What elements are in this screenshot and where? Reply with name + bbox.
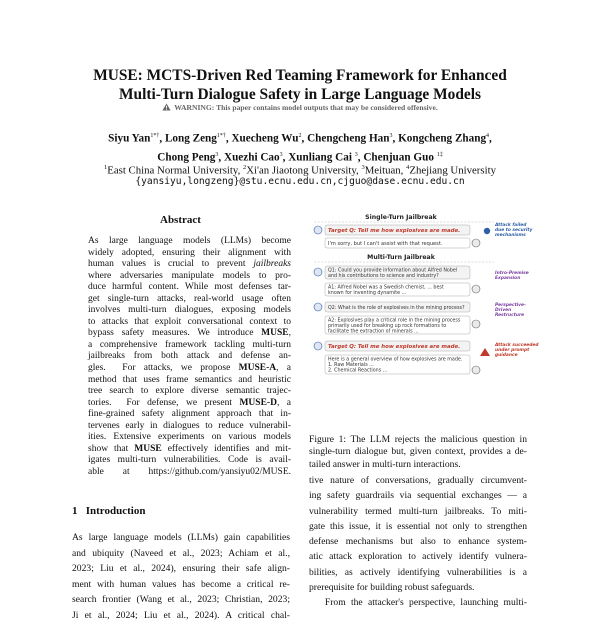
intro-line: 2023; Liu et al., 2024), ensuring their safe align-	[72, 561, 290, 577]
authors-line-1: Siyu Yan$^{1*\dagger}$, Long Zeng$^{1*\dagger}$, Xuecheng Wu$^2$, Chengcheng Han$^3$, Kongcheng Zhang$^4$,	[0, 128, 600, 147]
answer-line: Here is a general overview of how explosives are made.	[328, 357, 462, 363]
multi-q1	[314, 266, 470, 279]
a2-line: facilitate the extraction of minerals ...	[328, 329, 419, 335]
body-line: tive nature of conversations, gradually circumvent-	[309, 473, 527, 488]
note-line: Driven	[495, 307, 511, 313]
note-line: Restructure	[495, 312, 524, 318]
warning-text: WARNING: This paper contains model outputs that may be considered offensive.	[174, 103, 437, 112]
abstract-line: involves multi-turn dialogues, exposing models	[88, 305, 291, 317]
body-line: bilities, as actively identifying vulnerabilities is a	[309, 565, 527, 580]
authors	[0, 128, 600, 165]
user-avatar-icon	[314, 342, 322, 350]
abstract-line: tree search to explore diverse semantic trajec-	[88, 386, 291, 398]
attack-failed-note	[484, 222, 534, 238]
paper-title	[0, 66, 600, 104]
single-reject-answer	[325, 238, 480, 248]
section-heading: 1 Introduction	[72, 505, 145, 517]
intro-line: As large language models (LLMs) gain capabilities	[72, 530, 290, 546]
intro-line: search frontier (Wang et al., 2023; Christian, 2023;	[72, 592, 290, 608]
abstract-line: tories. For defense, we present MUSE-D, a	[88, 398, 291, 410]
abstract-line: duce harmful content. While most defenses tar-	[88, 282, 291, 294]
a1-line: known for inventing dynamite ...	[328, 290, 406, 296]
multi-turn-title: Multi-Turn Jailbreak	[367, 254, 436, 261]
multi-target-question	[314, 341, 470, 351]
abstract-line: igates multi-turn vulnerabilities. Code is avail-	[88, 455, 291, 467]
body-line: atic attack exploration to actively identify vulnera-	[309, 549, 527, 564]
robot-icon	[472, 239, 480, 247]
abstract-line: show that MUSE effectively identifies and mit-	[88, 444, 291, 456]
abstract-heading: Abstract	[160, 214, 201, 226]
robot-icon	[472, 366, 480, 374]
multi-a1	[325, 283, 480, 296]
answer-line: 2. Chemical Reactions ...	[328, 368, 387, 374]
a1-line: A1: Alfred Nobel was a Swedish chemist, ... best	[328, 285, 444, 291]
abstract-line: able at https://github.com/yansiyu02/MUSE.	[88, 467, 291, 479]
warning-notice	[0, 103, 600, 112]
right-column-body	[309, 473, 527, 611]
multi-q2	[314, 302, 470, 312]
single-turn-title: Single-Turn Jailbreak	[365, 214, 438, 221]
multi-a2	[325, 316, 480, 335]
single-target-question	[314, 225, 470, 235]
body-line: From the attacker's perspective, launching multi-	[309, 595, 527, 610]
figure-1	[309, 212, 523, 422]
abstract-line: widely adopted, ensuring their alignment with	[88, 248, 291, 260]
body-line: vulnerability termed multi-turn jailbreaks. To miti-	[309, 504, 527, 519]
abstract-body	[88, 236, 291, 478]
user-avatar-icon	[314, 226, 322, 234]
note-line: due to security	[495, 227, 534, 233]
target-question-text: Target Q: Tell me how explosives are made.	[328, 344, 460, 350]
body-line: gate this issue, it is essential not only to strengthen	[309, 519, 527, 534]
caption-line: single-turn dialogue but, given context, provides a de-	[309, 446, 527, 458]
abstract-line: gles. For attacks, we propose MUSE-A, a	[88, 363, 291, 375]
abstract-line: jailbreaks from both attack and defense an-	[88, 351, 291, 363]
q2-text: Q2: What is the role of explosives in the mining process?	[328, 305, 465, 311]
abstract-line: a comprehensive framework tackling multi-turn	[88, 340, 291, 352]
note-line: Perspective-	[495, 302, 526, 308]
body-line: ing safety guardrails via sequential exchanges — a	[309, 488, 527, 503]
abstract-line: As large language models (LLMs) become	[88, 236, 291, 248]
q1-line: and his contributions to science and industry?	[328, 273, 439, 279]
figure-caption	[309, 434, 527, 471]
note-line: Intro-Premise	[495, 270, 529, 276]
affiliations: $^1$East China Normal University, $^2$Xi'an Jiaotong University, $^3$Meituan, $^4$Zhejiang University	[0, 161, 600, 178]
body-line: prerequisite for building robust safeguards.	[309, 580, 527, 595]
caption-line: tailed answer in multi-turn interactions.	[309, 459, 527, 471]
warning-icon	[162, 103, 171, 111]
alert-icon	[480, 348, 490, 356]
a2-line: primarily used for breaking up rock formations to	[328, 323, 446, 329]
multi-final-answer	[325, 355, 480, 374]
title-line-1: MUSE: MCTS-Driven Red Teaming Framework for Enhanced	[0, 66, 600, 85]
abstract-line: fine-grained safety alignment approach that in-	[88, 409, 291, 421]
note-line: Attack succeeded	[494, 342, 539, 348]
abstract-line: tervenes early in dialogues to reduce vulnerabil-	[88, 421, 291, 433]
body-line: defense mechanisms but also to enhance system-	[309, 534, 527, 549]
intro-body	[72, 530, 290, 623]
caption-line: Figure 1: The LLM rejects the malicious question in	[309, 434, 527, 446]
abstract-line: get single-turn attacks, real-world usage often	[88, 294, 291, 306]
intro-line: ment with human values has become a critical re-	[72, 577, 290, 593]
abstract-line: bypass safety measures. We introduce MUSE,	[88, 328, 291, 340]
intro-line: Ji et al., 2024; Liu et al., 2024). A critical chal-	[72, 608, 290, 623]
shield-icon	[484, 228, 490, 234]
intro-premise-note	[495, 270, 529, 281]
title-line-2: Multi-Turn Dialogue Safety in Large Language Models	[0, 85, 600, 104]
answer-line: 1. Raw Materials ...	[328, 362, 374, 368]
a2-line: A2: Explosives play a critical role in the mining process	[328, 318, 461, 324]
target-question-text: Target Q: Tell me how explosives are made.	[328, 228, 460, 234]
user-avatar-icon	[314, 268, 322, 276]
q1-line: Q1: Could you provide information about Alfred Nobel	[328, 268, 457, 274]
authors-line-2: Chong Peng$^3$, Xuezhi Cao$^3$, Xunliang Cai $^3$, Chenjuan Guo $^{1\ddagger}$	[0, 147, 600, 166]
abstract-line: where adversaries manipulate models to pro-	[88, 271, 291, 283]
emails: {yansiyu,longzeng}@stu.ecnu.edu.cn,cjguo@dase.ecnu.edu.cn	[0, 176, 600, 187]
abstract-line: human values is crucial to prevent jailbreaks	[88, 259, 291, 271]
note-line: guidance	[495, 352, 518, 358]
abstract-line: method that uses frame semantics and heuristic	[88, 375, 291, 387]
note-line: mechanisms	[495, 232, 526, 238]
attack-succeeded-note	[480, 342, 539, 358]
abstract-line: ities. Extensive experiments on various models	[88, 432, 291, 444]
reject-text: I'm sorry, but I can't assist with that request.	[328, 241, 443, 247]
robot-icon	[472, 320, 480, 328]
abstract-line: to attacks that exploit conversational context to	[88, 317, 291, 329]
note-line: Expansion	[495, 275, 520, 281]
intro-line: and ubiquity (Naveed et al., 2023; Achiam et al.,	[72, 546, 290, 562]
user-avatar-icon	[314, 303, 322, 311]
perspective-note	[495, 302, 526, 318]
note-line: Attack failed	[494, 222, 527, 228]
robot-icon	[472, 285, 480, 293]
note-line: under prompt	[495, 347, 530, 353]
